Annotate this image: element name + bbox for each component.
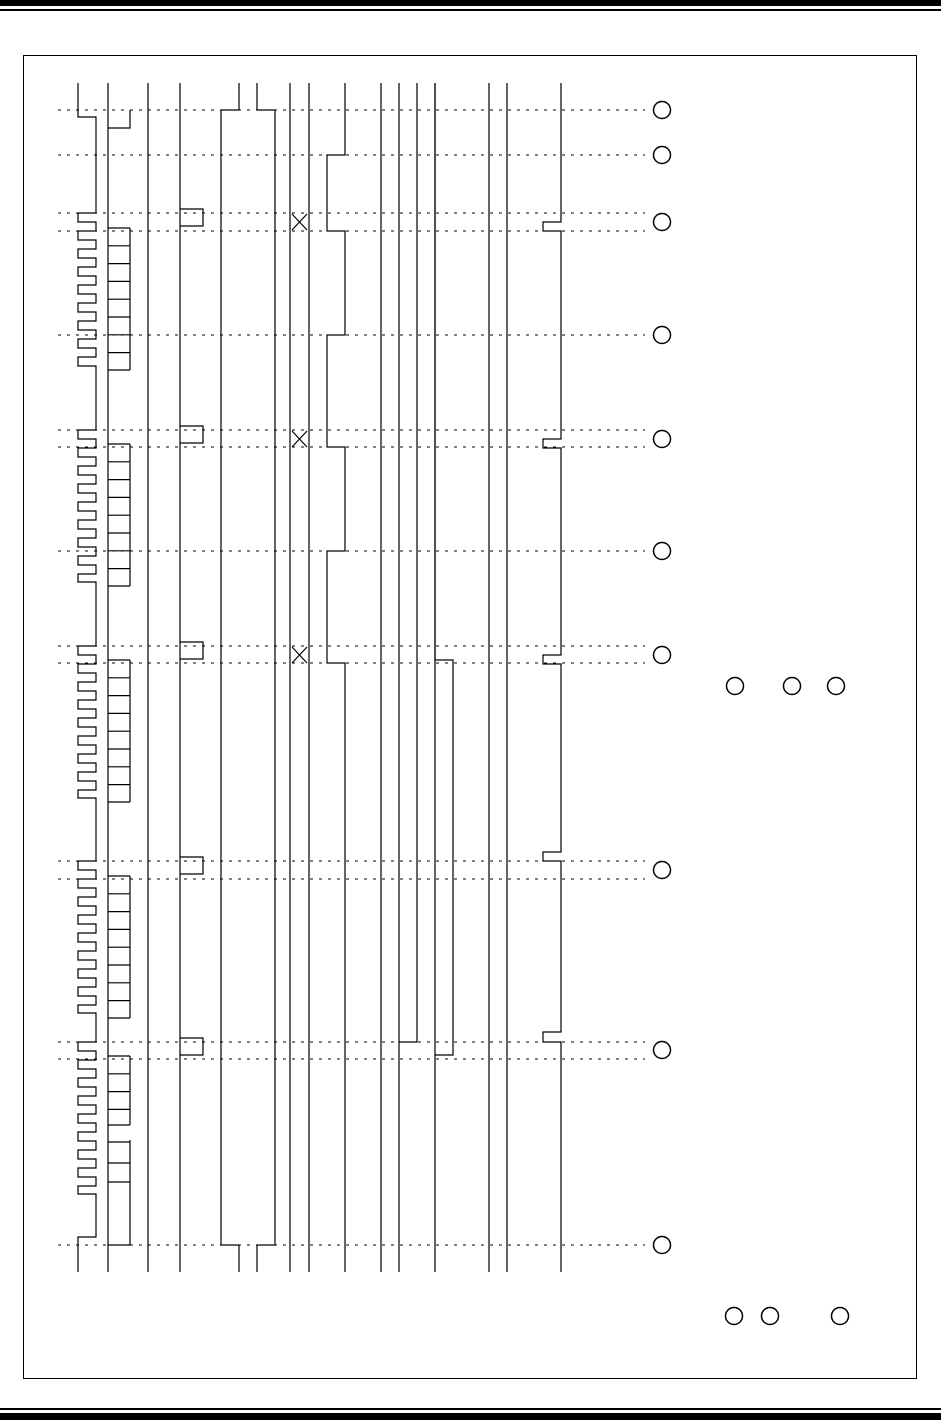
event-marker: [654, 102, 671, 119]
flag-pulse: [180, 642, 203, 659]
data-byte: [108, 1056, 130, 1125]
step-trace-a: [399, 83, 417, 1042]
event-marker: [654, 647, 671, 664]
event-marker: [654, 543, 671, 560]
event-marker: [654, 1237, 671, 1254]
interrupt-trace: [543, 83, 561, 1272]
time-reference-lines: [58, 110, 645, 1245]
event-marker: [654, 431, 671, 448]
note-marker: [762, 1308, 779, 1325]
flag-pulse: [180, 209, 203, 226]
status-trace: [327, 83, 345, 1272]
signal-traces: [78, 83, 561, 1272]
clock-trace: [78, 83, 96, 1272]
note-marker: [726, 1308, 743, 1325]
bus-crossover: [292, 647, 307, 663]
note-marker: [832, 1308, 849, 1325]
flag-pulse: [180, 1038, 203, 1055]
flag-pulse: [180, 426, 203, 443]
note-marker: [727, 678, 744, 695]
event-marker: [654, 862, 671, 879]
enable-trace-a: [221, 83, 239, 1272]
event-marker: [654, 147, 671, 164]
flag-pulse: [180, 857, 203, 874]
enable-trace-b: [257, 83, 275, 1272]
event-marker: [654, 1042, 671, 1059]
event-marker: [654, 327, 671, 344]
data-byte-tail: [108, 1140, 130, 1245]
bus-crossover: [292, 431, 307, 447]
note-marker: [828, 678, 845, 695]
step-trace-b: [435, 83, 453, 1055]
event-marker: [654, 214, 671, 231]
note-marker: [784, 678, 801, 695]
bus-crossover: [292, 214, 307, 230]
event-markers: [654, 102, 849, 1325]
